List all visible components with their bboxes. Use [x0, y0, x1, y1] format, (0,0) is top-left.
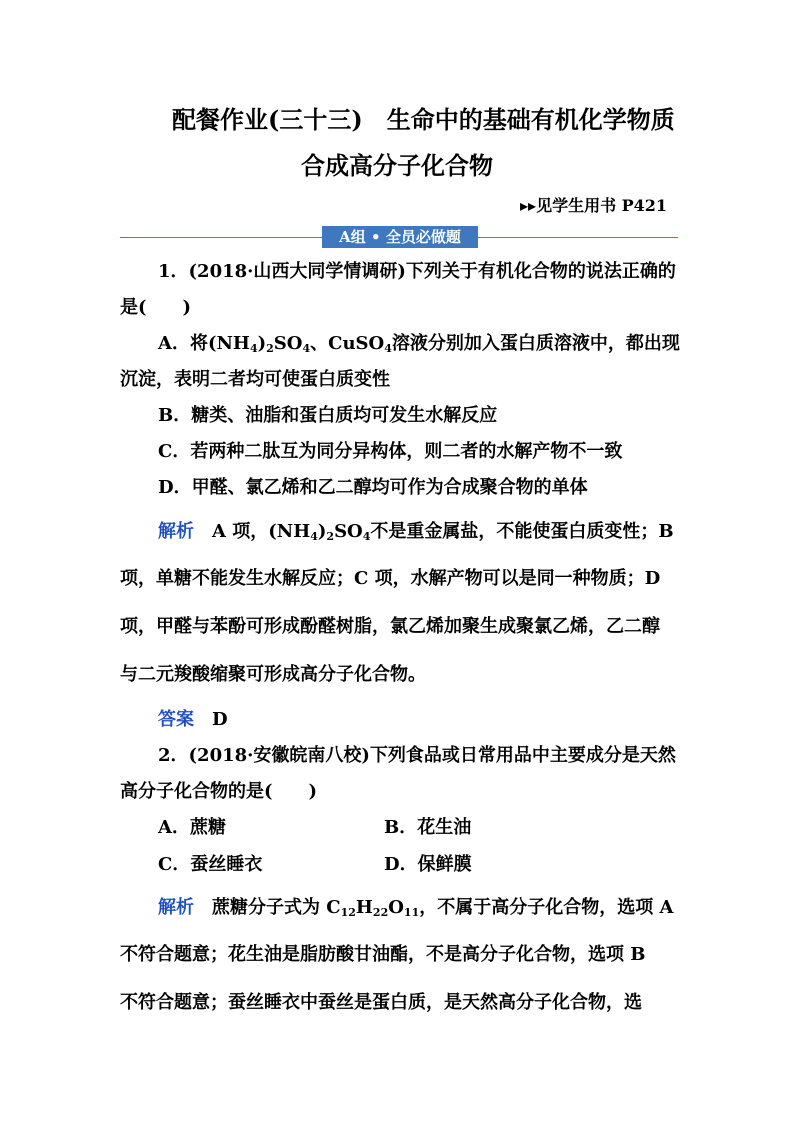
analysis-label: 解析	[158, 521, 194, 542]
q2-option-d: D．保鲜膜	[384, 854, 472, 875]
q1-option-a-line2: 沉淀，表明二者均可使蛋白质变性	[120, 369, 390, 390]
q1-option-d: D．甲醛、氯乙烯和乙二醇均可作为合成聚合物的单体	[158, 477, 588, 498]
page-title-line1: 配餐作业(三十三) 生命中的基础有机化学物质	[172, 105, 675, 134]
q2-option-c: C．蚕丝睡衣	[158, 854, 263, 875]
q1-analysis-line4: 与二元羧酸缩聚可形成高分子化合物。	[120, 664, 426, 685]
q1-option-b: B．糖类、油脂和蛋白质均可发生水解反应	[158, 405, 498, 426]
q2-option-b: B．花生油	[384, 817, 472, 838]
q1-analysis-line1: 解析 A 项，$(NH_4)_2SO_4$不是重金属盐，不能使蛋白质变性；B	[158, 521, 674, 543]
q2-analysis-line1: 解析 蔗糖分子式为 $C_{12}H_{22}O_{11}$，不属于高分子化合物，选项 A	[158, 897, 674, 919]
q2-stem-line1: 2．(2018·安徽皖南八校)下列食品或日常用品中主要成分是天然	[158, 745, 676, 766]
q2-option-a: A．蔗糖	[158, 817, 226, 838]
q1-option-a-line1: A．将$(NH_4)_2SO_4$、CuSO$_4$溶液分别加入蛋白质溶液中，都出现	[158, 333, 680, 355]
q1-stem-line1: 1．(2018·山西大同学情调研)下列关于有机化合物的说法正确的	[158, 261, 676, 282]
q1-analysis-line2: 项，单糖不能发生水解反应；C 项，水解产物可以是同一种物质；D	[120, 568, 661, 589]
q2-analysis-line3: 不符合题意；蚕丝睡衣中蚕丝是蛋白质，是天然高分子化合物，选	[120, 992, 642, 1013]
analysis-label: 解析	[158, 897, 194, 918]
q1-analysis-line3: 项，甲醛与苯酚可形成酚醛树脂，氯乙烯加聚生成聚氯乙烯，乙二醇	[120, 616, 660, 637]
q2-stem-line2: 高分子化合物的是( )	[120, 781, 318, 802]
q1-option-c: C．若两种二肽互为同分异构体，则二者的水解产物不一致	[158, 441, 623, 462]
q1-stem-line2: 是( )	[120, 297, 192, 318]
section-badge: A组 • 全员必做题	[322, 226, 478, 248]
answer-label: 答案	[158, 709, 194, 730]
answer-value: D	[212, 709, 228, 730]
page-title-line2: 合成高分子化合物	[301, 151, 493, 180]
q2-analysis-line2: 不符合题意；花生油是脂肪酸甘油酯，不是高分子化合物，选项 B	[120, 944, 646, 965]
q1-answer	[158, 711, 228, 729]
book-reference: ▸▸见学生用书 P421	[520, 196, 668, 215]
